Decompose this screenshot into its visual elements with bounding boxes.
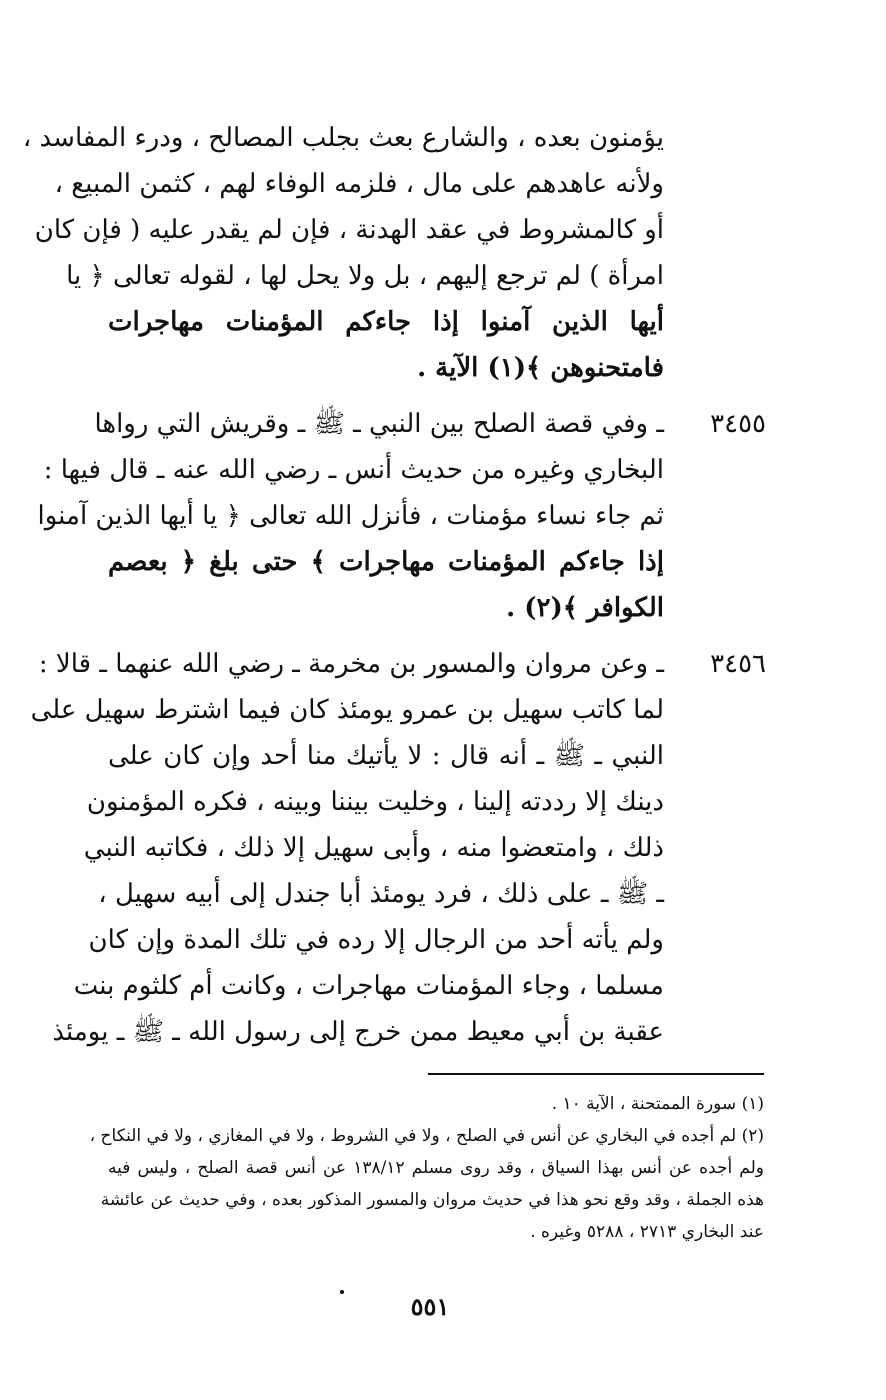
text-line: ـ وفي قصة الصلح بين النبي ـ ﷺ ـ وقريش التي رواها (94, 409, 664, 439)
text-line: البخاري وغيره من حديث أنس ـ رضي الله عنه ـ قال فيها : (43, 455, 664, 485)
hadith-number: ٣٤٥٦ (710, 649, 766, 679)
text-line: دينك إلا رددته إلينا ، وخليت بيننا وبينه ، فكره المؤمنون (86, 787, 664, 817)
text-line: امرأة ) لم ترجع إليهم ، بل ولا يحل لها ، لقوله تعالى ﴿ يا (66, 261, 664, 291)
hadith-number: ٣٤٥٥ (710, 409, 766, 439)
quran-verse-line: فامتحنوهن ﴾(١) الآية . (417, 353, 664, 383)
text-line: مسلما ، وجاء المؤمنات مهاجرات ، وكانت أم كلثوم بنت (73, 971, 664, 1001)
ink-dot (340, 1290, 344, 1294)
quran-verse-line: الكوافر ﴾(٢) . (506, 593, 664, 623)
text-line: ولأنه عاهدهم على مال ، فلزمه الوفاء لهم ، كثمن المبيع ، (54, 169, 664, 199)
text-line: ثم جاء نساء مؤمنات ، فأنزل الله تعالى ﴿ يا أيها الذين آمنوا (37, 501, 664, 531)
text-line: ذلك ، وامتعضوا منه ، وأبى سهيل إلا ذلك ، فكاتبه النبي (83, 833, 664, 863)
footnote-line: عند البخاري ٢٧١٣ ، ٥٢٨٨ وغيره . (530, 1222, 764, 1242)
text-line: أو كالمشروط في عقد الهدنة ، فإن لم يقدر عليه ( فإن كان (34, 215, 664, 245)
text-line: عقبة بن أبي معيط ممن خرج إلى رسول الله ـ ﷺ ـ يومئذ (52, 1017, 664, 1047)
page-number: ٥٥١ (410, 1292, 450, 1321)
text-line: النبي ـ ﷺ ـ أنه قال : لا يأتيك منا أحد وإن كان على (108, 741, 664, 771)
footnote-separator (428, 1073, 764, 1075)
text-line: ـ وعن مروان والمسور بن مخرمة ـ رضي الله عنهما ـ قالا : (38, 649, 664, 679)
footnote-line: هذه الجملة ، وقد وقع نحو هذا في حديث مروان والمسور المذكور بعده ، وفي حديث عن عائشة (100, 1190, 764, 1210)
text-line: ولم يأته أحد من الرجال إلا رده في تلك المدة وإن كان (88, 925, 664, 955)
text-line: يؤمنون بعده ، والشارع بعث بجلب المصالح ، ودرء المفاسد ، (22, 123, 664, 153)
footnote-line: (٢) لم أجده في البخاري عن أنس في الصلح ، ولا في الشروط ، ولا في المغازي ، ولا في النكاح ، (89, 1126, 764, 1146)
footnote-line: (١) سورة الممتحنة ، الآية ١٠ . (551, 1094, 764, 1114)
footnote-line: ولم أجده عن أنس بهذا السياق ، وقد روى مسلم ١٣٨/١٢ عن أنس قصة الصلح ، وليس فيه (108, 1158, 764, 1178)
text-line: لما كاتب سهيل بن عمرو يومئذ كان فيما اشترط سهيل على (30, 695, 664, 725)
text-line: ـ ﷺ ـ على ذلك ، فرد يومئذ أبا جندل إلى أبيه سهيل ، (98, 879, 664, 909)
quran-verse-line: إذا جاءكم المؤمنات مهاجرات ﴾ حتى بلغ ﴿ بعصم (108, 547, 664, 577)
quran-verse-line: أيها الذين آمنوا إذا جاءكم المؤمنات مهاجرات (108, 307, 664, 337)
